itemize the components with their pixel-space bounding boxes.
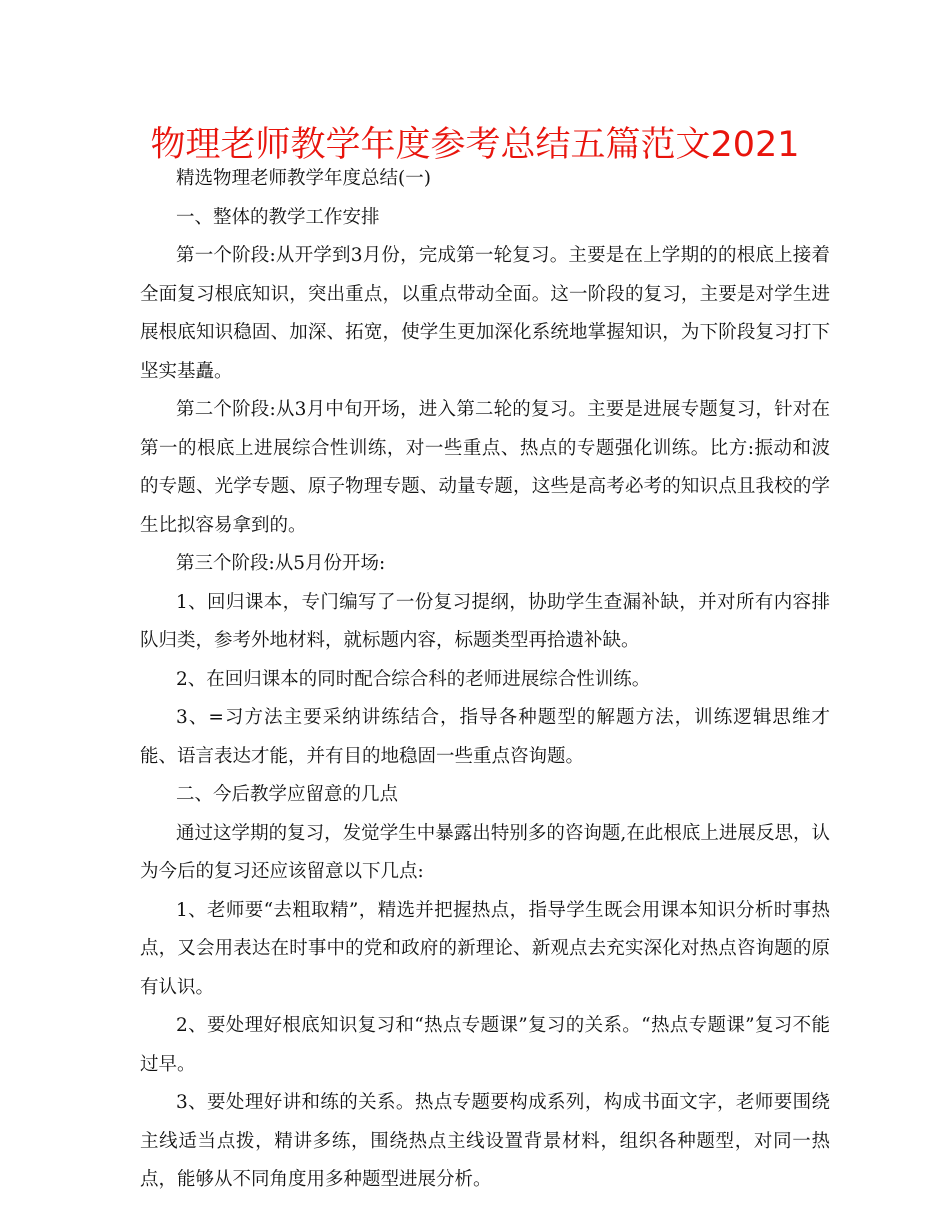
paragraph: 精选物理老师教学年度总结(一) — [176, 168, 431, 189]
document-title: 物理老师教学年度参考总结五篇范文2021 — [150, 125, 800, 165]
paragraph: 第二个阶段:从3月中旬开场，进入第二轮的复习。主要是进展专题复习，针对在第一的根底上进展综合性训练，对一些重点、热点的专题强化训练。比方:振动和波的专题、光学专题、原子物理专题、动量专题，这些是高考必考的知识点且我校的学生比拟容易拿到的。 — [140, 399, 830, 536]
paragraph: 2、要处理好根底知识复习和“热点专题课”复习的关系。“热点专题课”复习不能过早。 — [140, 1015, 830, 1075]
paragraph: 3、要处理好讲和练的关系。热点专题要构成系列，构成书面文字，老师要围绕主线适当点拨，精讲多练，围绕热点主线设置背景材料，组织各种题型，对同一热点，能够从不同角度用多种题型进展分析。 — [140, 1092, 830, 1190]
section-heading: 一、整体的教学工作安排 — [176, 206, 380, 228]
paragraph: 第一个阶段:从开学到3月份，完成第一轮复习。主要是在上学期的的根底上接着全面复习根底知识，突出重点，以重点带动全面。这一阶段的复习，主要是对学生进展根底知识稳固、加深、拓宽，使学生更加深化系统地掌握知识，为下阶段复习打下坚实基矗。 — [140, 245, 830, 382]
paragraph: 1、回归课本，专门编写了一份复习提纲，协助学生查漏补缺，并对所有内容排队归类，参考外地材料，就标题内容，标题类型再拾遗补缺。 — [140, 591, 830, 651]
paragraph: 第三个阶段:从5月份开场: — [176, 553, 386, 574]
paragraph: 3、=习方法主要采纳讲练结合，指导各种题型的解题方法，训练逻辑思维才能、语言表达才能，并有目的地稳固一些重点咨询题。 — [140, 707, 830, 767]
paragraph: 1、老师要“去粗取精”，精选并把握热点，指导学生既会用课本知识分析时事热点，又会用表达在时事中的党和政府的新理论、新观点去充实深化对热点咨询题的原有认识。 — [140, 899, 830, 998]
paragraph: 2、在回归课本的同时配合综合科的老师进展综合性训练。 — [176, 668, 651, 690]
paragraph: 通过这学期的复习，发觉学生中暴露出特别多的咨询题,在此根底上进展反思，认为今后的复习还应该留意以下几点: — [140, 822, 830, 882]
document-body — [140, 160, 830, 1200]
section-heading: 二、今后教学应留意的几点 — [176, 784, 399, 805]
